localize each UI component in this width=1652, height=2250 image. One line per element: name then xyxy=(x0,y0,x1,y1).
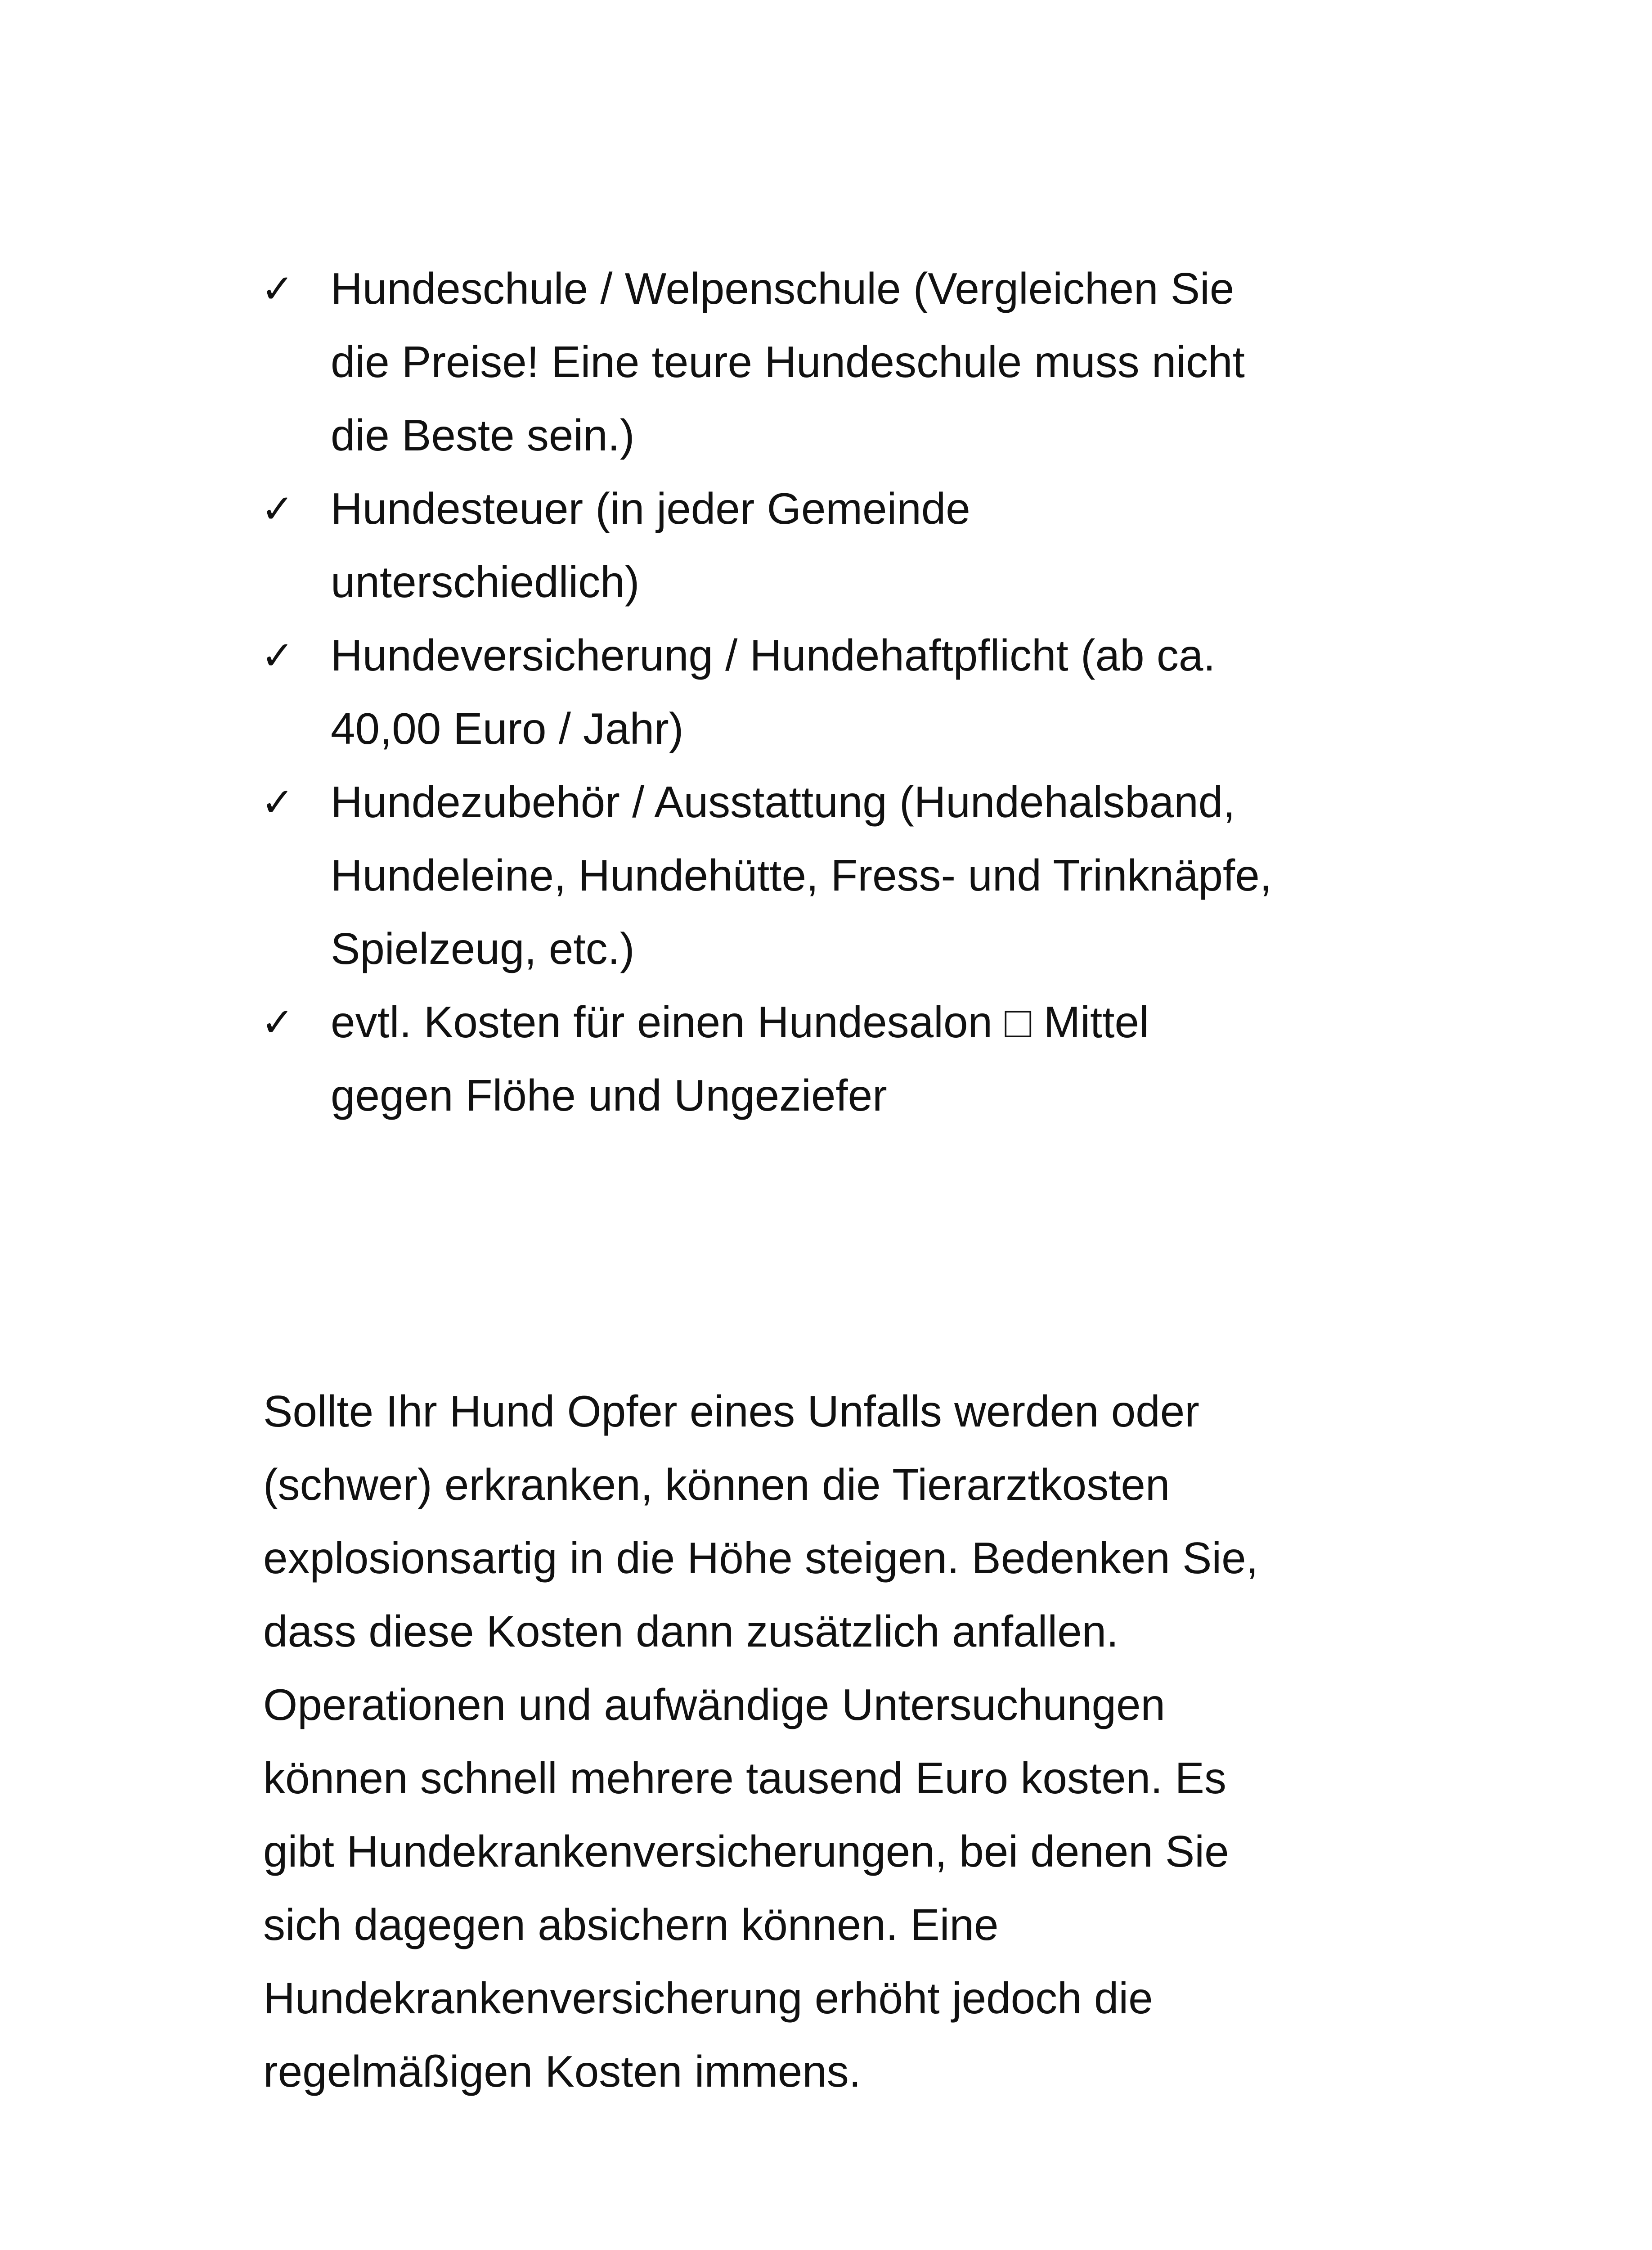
checkmark-icon: ✓ xyxy=(261,632,294,679)
checklist-item-line: evtl. Kosten für einen Hundesalon □ Mittel xyxy=(331,997,1149,1047)
checklist-item-line: 40,00 Euro / Jahr) xyxy=(331,704,684,753)
checklist-item-line: Hundeleine, Hundehütte, Fress- und Trinknäpfe, xyxy=(331,850,1272,900)
paragraph-line: explosionsartig in die Höhe steigen. Bedenken Sie, xyxy=(263,1533,1258,1583)
checklist-item-hundezubehoer xyxy=(261,765,1395,986)
paragraph-line: Sollte Ihr Hund Opfer eines Unfalls werden oder xyxy=(263,1386,1199,1436)
body-paragraph xyxy=(263,1375,1361,2108)
paragraph-line: gibt Hundekrankenversicherungen, bei denen Sie xyxy=(263,1827,1229,1876)
checklist-item-line: gegen Flöhe und Ungeziefer xyxy=(331,1071,887,1120)
checklist-item-line: die Beste sein.) xyxy=(331,410,635,460)
paragraph-line: (schwer) erkranken, können die Tierarztkosten xyxy=(263,1460,1170,1509)
checkmark-icon: ✓ xyxy=(261,779,294,825)
checklist-item-line: unterschiedlich) xyxy=(331,557,640,607)
checkmark-icon: ✓ xyxy=(261,999,294,1045)
paragraph-line: sich dagegen absichern können. Eine xyxy=(263,1900,999,1949)
checklist-item-line: Hundeschule / Welpenschule (Vergleichen Sie xyxy=(331,264,1235,313)
checklist-item-line: die Preise! Eine teure Hundeschule muss nicht xyxy=(331,337,1245,387)
checklist-item-line: Hundeversicherung / Hundehaftpflicht (ab ca. xyxy=(331,630,1216,680)
cost-checklist xyxy=(261,252,1395,1132)
checkmark-icon: ✓ xyxy=(261,486,294,532)
checklist-item-line: Hundesteuer (in jeder Gemeinde xyxy=(331,484,970,533)
paragraph-line: können schnell mehrere tausend Euro kosten. Es xyxy=(263,1753,1226,1803)
checklist-item-hundeschule xyxy=(261,252,1395,472)
checkmark-icon: ✓ xyxy=(261,266,294,312)
checklist-item-hundeversicherung xyxy=(261,619,1395,765)
checklist-item-line: Spielzeug, etc.) xyxy=(331,924,635,973)
paragraph-line: regelmäßigen Kosten immens. xyxy=(263,2047,862,2096)
checklist-item-hundesalon xyxy=(261,986,1395,1132)
paragraph-line: Hundekrankenversicherung erhöht jedoch die xyxy=(263,1973,1153,2023)
checklist-item-hundesteuer xyxy=(261,472,1395,619)
checklist-item-line: Hundezubehör / Ausstattung (Hundehalsband, xyxy=(331,777,1235,827)
paragraph-line: Operationen und aufwändige Untersuchungen xyxy=(263,1680,1166,1729)
paragraph-line: dass diese Kosten dann zusätzlich anfallen. xyxy=(263,1606,1119,1656)
